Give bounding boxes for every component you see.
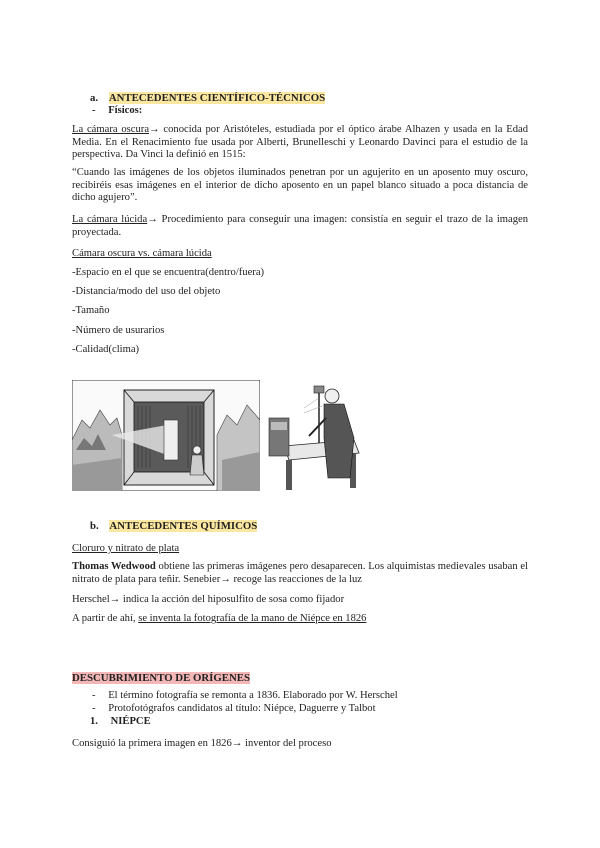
comparison-item: -Calidad(clima) bbox=[72, 344, 140, 355]
niepce-title: NIÉPCE bbox=[110, 716, 151, 727]
section-a-title: ANTECEDENTES CIENTÍFICO-TÉCNICOS bbox=[108, 92, 326, 104]
origen-list-item bbox=[92, 703, 376, 716]
partir-line bbox=[72, 613, 366, 626]
camera-lucida-illustration bbox=[264, 378, 369, 492]
camera-obscura-illustration bbox=[72, 380, 260, 491]
origen-bullet: - bbox=[92, 690, 96, 701]
section-b-marker: b. bbox=[90, 520, 99, 532]
origen-list-item bbox=[92, 690, 398, 703]
section-b-title: ANTECEDENTES QUÍMICOS bbox=[109, 520, 258, 532]
wedwood-paragraph bbox=[72, 561, 528, 586]
da-vinci-quote: “Cuando las imágenes de los objetos iluminados penetran por un agujerito en un aposento muy oscuro, recibiréis esas imágenes en el interior de dicho aposento en un papel blanco situado a poca distancia de dicho agujero”. bbox=[72, 167, 528, 204]
section-b-heading bbox=[90, 520, 257, 533]
comparison-item: -Espacio en el que se encuentra(dentro/fuera) bbox=[72, 267, 265, 278]
cloruro-heading: Cloruro y nitrato de plata bbox=[72, 543, 180, 554]
niepce-heading bbox=[90, 716, 151, 729]
section-a-marker: a. bbox=[90, 92, 99, 104]
niepce-marker: 1. bbox=[90, 716, 98, 727]
herschel-line: Herschel→ indica la acción del hiposulfito de sosa como fijador bbox=[72, 594, 345, 605]
partir-prefix: A partir de ahí, bbox=[72, 613, 139, 624]
comparison-title: Cámara oscura vs. cámara lúcida bbox=[72, 248, 212, 259]
section-c-heading bbox=[72, 672, 250, 685]
wedwood-name: Thomas Wedwood bbox=[72, 561, 156, 572]
origen-text: El término fotografía se remonta a 1836. Elaborado por W. Herschel bbox=[108, 690, 398, 701]
section-c-title: DESCUBRIMIENTO DE ORÍGENES bbox=[72, 672, 250, 684]
partir-underlined: se inventa la fotografía de la mano de Niépce en 1826 bbox=[138, 613, 367, 624]
camara-oscura-paragraph bbox=[72, 124, 528, 162]
camara-lucida-text: → Procedimiento para conseguir una imagen: consistía en seguir el trazo de la imagen proyectada. bbox=[72, 214, 529, 238]
camara-oscura-text: → conocida por Aristóteles, estudiada por el óptico árabe Alhazen y usada en la Edad Media. En el Renacimiento fue usada por Alberti, Brunelleschi y Leonardo Davinci para el estudio de la perspectiva. Da Vinci la definió en 1515: bbox=[72, 124, 528, 161]
fisicos-marker: - bbox=[92, 105, 96, 116]
comparison-item: -Distancia/modo del uso del objeto bbox=[72, 286, 221, 297]
comparison-item: -Número de usurarios bbox=[72, 325, 165, 336]
camara-lucida-paragraph bbox=[72, 214, 528, 239]
camara-oscura-term: La cámara oscura bbox=[72, 124, 150, 135]
origen-bullet: - bbox=[92, 703, 96, 714]
origen-text: Protofotógrafos candidatos al título: Niépce, Daguerre y Talbot bbox=[108, 703, 376, 714]
section-a-heading bbox=[90, 92, 325, 105]
consiguio-line: Consiguió la primera imagen en 1826→ inventor del proceso bbox=[72, 738, 332, 749]
fisicos-heading bbox=[92, 105, 142, 118]
camara-lucida-term: La cámara lúcida bbox=[72, 214, 148, 225]
comparison-item: -Tamaño bbox=[72, 305, 110, 316]
wedwood-text: obtiene las primeras imágenes pero desaparecen. Los alquimistas medievales usaban el nitrato de plata para teñir. Senebier→ recoge las reacciones de la luz bbox=[72, 561, 528, 585]
fisicos-label: Físicos: bbox=[108, 105, 143, 116]
